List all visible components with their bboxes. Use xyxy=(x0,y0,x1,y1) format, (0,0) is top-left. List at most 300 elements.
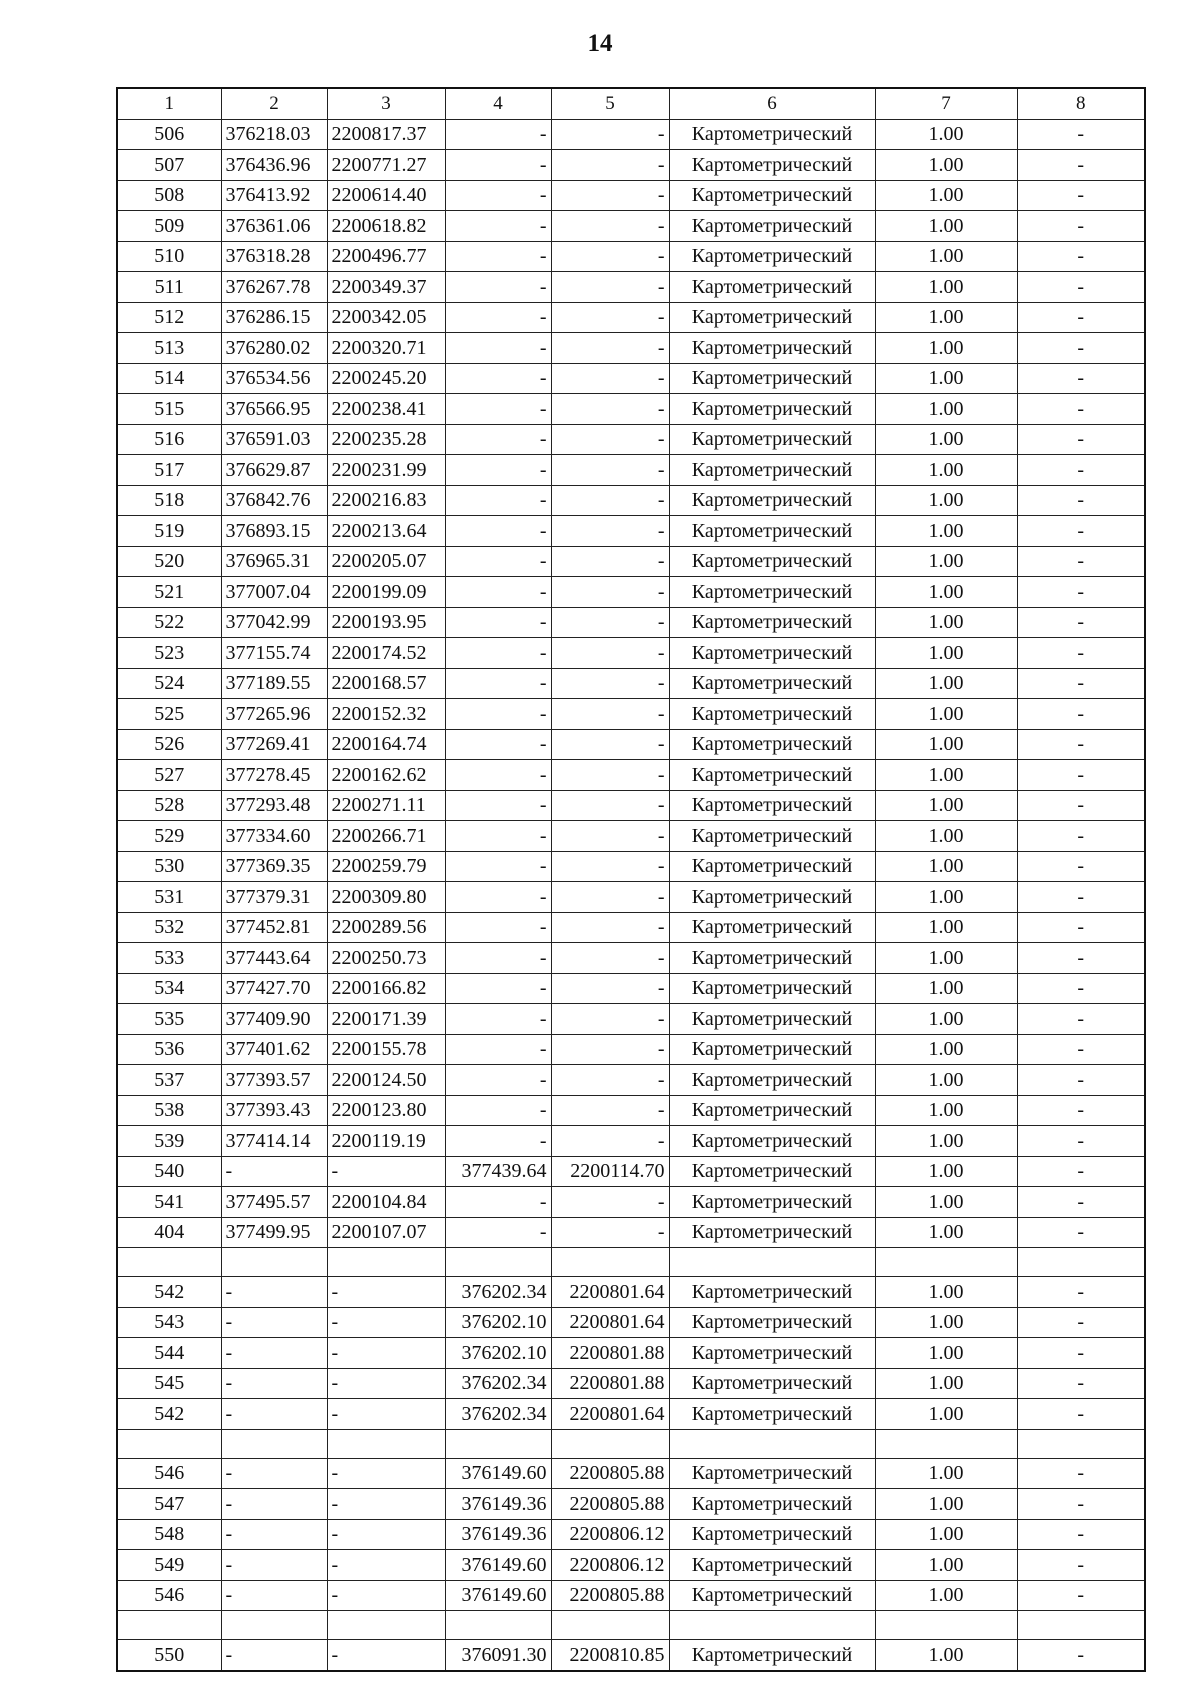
column-header: 6 xyxy=(669,88,875,119)
table-cell: - xyxy=(551,912,669,943)
table-row xyxy=(117,912,1145,943)
table-cell: - xyxy=(327,1399,445,1430)
table-row xyxy=(117,455,1145,486)
table-cell: - xyxy=(1017,1065,1145,1096)
table-cell: 541 xyxy=(117,1187,221,1218)
table-cell: 2200171.39 xyxy=(327,1004,445,1035)
table-cell: - xyxy=(1017,821,1145,852)
table-cell: 1.00 xyxy=(875,1126,1017,1157)
table-cell: Картометрический xyxy=(669,211,875,242)
table-cell: 1.00 xyxy=(875,333,1017,364)
table-row xyxy=(117,1095,1145,1126)
empty-cell xyxy=(875,1248,1017,1277)
table-cell: - xyxy=(1017,790,1145,821)
table-cell: Картометрический xyxy=(669,1399,875,1430)
table-cell: Картометрический xyxy=(669,241,875,272)
table-cell: - xyxy=(1017,638,1145,669)
table-cell: - xyxy=(327,1156,445,1187)
table-cell: 1.00 xyxy=(875,912,1017,943)
table-cell: - xyxy=(445,1187,551,1218)
table-cell: 1.00 xyxy=(875,1489,1017,1520)
table-cell: - xyxy=(1017,1217,1145,1248)
table-cell: 377393.57 xyxy=(221,1065,327,1096)
table-cell: 376413.92 xyxy=(221,180,327,211)
table-cell: 1.00 xyxy=(875,485,1017,516)
empty-cell xyxy=(445,1248,551,1277)
table-cell: - xyxy=(221,1550,327,1581)
table-cell: 550 xyxy=(117,1640,221,1671)
table-cell: Картометрический xyxy=(669,1217,875,1248)
table-cell: 2200805.88 xyxy=(551,1489,669,1520)
table-cell: 1.00 xyxy=(875,882,1017,913)
table-cell: - xyxy=(445,607,551,638)
table-cell: 376149.60 xyxy=(445,1550,551,1581)
column-header: 2 xyxy=(221,88,327,119)
table-cell: 2200235.28 xyxy=(327,424,445,455)
table-cell: Картометрический xyxy=(669,485,875,516)
table-cell: - xyxy=(1017,302,1145,333)
table-cell: - xyxy=(1017,1277,1145,1308)
table-cell: Картометрический xyxy=(669,1640,875,1671)
table-row xyxy=(117,1489,1145,1520)
table-cell: 376202.34 xyxy=(445,1399,551,1430)
table-cell: 508 xyxy=(117,180,221,211)
table-cell: 1.00 xyxy=(875,1519,1017,1550)
table-cell: Картометрический xyxy=(669,1187,875,1218)
column-header: 8 xyxy=(1017,88,1145,119)
table-cell: 376149.60 xyxy=(445,1580,551,1611)
table-row xyxy=(117,943,1145,974)
table-cell: 1.00 xyxy=(875,1338,1017,1369)
table-cell: - xyxy=(327,1519,445,1550)
table-cell: Картометрический xyxy=(669,302,875,333)
table-cell: - xyxy=(327,1458,445,1489)
table-cell: - xyxy=(551,821,669,852)
table-row xyxy=(117,790,1145,821)
table-cell: 526 xyxy=(117,729,221,760)
table-cell: - xyxy=(551,760,669,791)
table-cell: 377401.62 xyxy=(221,1034,327,1065)
empty-cell xyxy=(551,1248,669,1277)
table-cell: 524 xyxy=(117,668,221,699)
table-cell: - xyxy=(221,1338,327,1369)
table-cell: - xyxy=(1017,272,1145,303)
table-cell: Картометрический xyxy=(669,333,875,364)
table-row xyxy=(117,1458,1145,1489)
table-cell: Картометрический xyxy=(669,1156,875,1187)
table-cell: 516 xyxy=(117,424,221,455)
table-cell: - xyxy=(445,668,551,699)
table-cell: - xyxy=(551,272,669,303)
table-row xyxy=(117,638,1145,669)
table-cell: 376566.95 xyxy=(221,394,327,425)
table-cell: - xyxy=(551,577,669,608)
table-row xyxy=(117,1307,1145,1338)
table-cell: 529 xyxy=(117,821,221,852)
table-cell: 377334.60 xyxy=(221,821,327,852)
table-cell: 1.00 xyxy=(875,851,1017,882)
table-cell: - xyxy=(445,1217,551,1248)
table-cell: 1.00 xyxy=(875,241,1017,272)
table-row xyxy=(117,851,1145,882)
table-cell: - xyxy=(1017,180,1145,211)
table-cell: - xyxy=(1017,1095,1145,1126)
table-cell: Картометрический xyxy=(669,546,875,577)
table-cell: - xyxy=(1017,1338,1145,1369)
table-cell: - xyxy=(551,546,669,577)
table-cell: 539 xyxy=(117,1126,221,1157)
table-row xyxy=(117,1187,1145,1218)
table-cell: 1.00 xyxy=(875,1640,1017,1671)
table-cell: - xyxy=(221,1640,327,1671)
table-cell: 1.00 xyxy=(875,394,1017,425)
table-cell: 523 xyxy=(117,638,221,669)
table-cell: 377278.45 xyxy=(221,760,327,791)
separator-row xyxy=(117,1429,1145,1458)
table-cell: 377439.64 xyxy=(445,1156,551,1187)
table-cell: Картометрический xyxy=(669,1095,875,1126)
empty-cell xyxy=(327,1429,445,1458)
table-cell: - xyxy=(1017,760,1145,791)
table-cell: 2200618.82 xyxy=(327,211,445,242)
table-cell: - xyxy=(1017,241,1145,272)
table-cell: 2200119.19 xyxy=(327,1126,445,1157)
table-row xyxy=(117,485,1145,516)
table-cell: Картометрический xyxy=(669,1368,875,1399)
table-cell: - xyxy=(551,150,669,181)
table-cell: - xyxy=(551,516,669,547)
table-cell: 546 xyxy=(117,1580,221,1611)
column-header: 4 xyxy=(445,88,551,119)
empty-cell xyxy=(221,1248,327,1277)
table-row xyxy=(117,1156,1145,1187)
table-cell: 377443.64 xyxy=(221,943,327,974)
table-cell: Картометрический xyxy=(669,1004,875,1035)
table-cell: 2200320.71 xyxy=(327,333,445,364)
table-cell: - xyxy=(1017,455,1145,486)
table-row xyxy=(117,1640,1145,1671)
table-row xyxy=(117,546,1145,577)
table-cell: Картометрический xyxy=(669,1550,875,1581)
table-cell: - xyxy=(551,790,669,821)
table-cell: 376280.02 xyxy=(221,333,327,364)
table-cell: - xyxy=(445,211,551,242)
table-cell: 520 xyxy=(117,546,221,577)
table-cell: 532 xyxy=(117,912,221,943)
table-cell: 528 xyxy=(117,790,221,821)
table-cell: - xyxy=(1017,1640,1145,1671)
table-cell: Картометрический xyxy=(669,790,875,821)
table-cell: - xyxy=(445,180,551,211)
empty-cell xyxy=(221,1611,327,1640)
empty-cell xyxy=(875,1429,1017,1458)
table-row xyxy=(117,516,1145,547)
table-cell: 377414.14 xyxy=(221,1126,327,1157)
table-cell: - xyxy=(445,150,551,181)
table-cell: - xyxy=(551,607,669,638)
table-cell: Картометрический xyxy=(669,455,875,486)
table-cell: 377042.99 xyxy=(221,607,327,638)
table-cell: Картометрический xyxy=(669,943,875,974)
table-cell: 1.00 xyxy=(875,150,1017,181)
table-cell: 1.00 xyxy=(875,973,1017,1004)
table-cell: 2200801.64 xyxy=(551,1399,669,1430)
table-cell: 1.00 xyxy=(875,1217,1017,1248)
table-cell: 376361.06 xyxy=(221,211,327,242)
table-cell: 376202.10 xyxy=(445,1307,551,1338)
table-cell: 2200205.07 xyxy=(327,546,445,577)
table-cell: - xyxy=(445,1095,551,1126)
table-cell: 538 xyxy=(117,1095,221,1126)
table-cell: Картометрический xyxy=(669,1307,875,1338)
table-cell: 376149.36 xyxy=(445,1519,551,1550)
table-cell: - xyxy=(445,1065,551,1096)
table-cell: - xyxy=(445,363,551,394)
table-cell: 534 xyxy=(117,973,221,1004)
table-cell: 2200124.50 xyxy=(327,1065,445,1096)
table-cell: 1.00 xyxy=(875,272,1017,303)
table-cell: - xyxy=(1017,1126,1145,1157)
empty-cell xyxy=(1017,1248,1145,1277)
table-cell: - xyxy=(445,943,551,974)
table-cell: 1.00 xyxy=(875,1399,1017,1430)
table-row xyxy=(117,180,1145,211)
table-cell: 1.00 xyxy=(875,943,1017,974)
table-row xyxy=(117,211,1145,242)
table-cell: - xyxy=(445,821,551,852)
table-cell: - xyxy=(1017,882,1145,913)
table-cell: - xyxy=(551,363,669,394)
table-cell: - xyxy=(445,394,551,425)
table-cell: - xyxy=(551,241,669,272)
table-cell: - xyxy=(551,119,669,150)
table-cell: - xyxy=(327,1368,445,1399)
table-cell: 1.00 xyxy=(875,1458,1017,1489)
table-cell: 376318.28 xyxy=(221,241,327,272)
table-cell: 1.00 xyxy=(875,180,1017,211)
empty-cell xyxy=(551,1429,669,1458)
table-cell: 513 xyxy=(117,333,221,364)
empty-cell xyxy=(327,1611,445,1640)
table-cell: 377379.31 xyxy=(221,882,327,913)
table-cell: 1.00 xyxy=(875,1307,1017,1338)
table-cell: 377269.41 xyxy=(221,729,327,760)
empty-cell xyxy=(327,1248,445,1277)
table-row xyxy=(117,1580,1145,1611)
table-cell: - xyxy=(551,424,669,455)
table-cell: 542 xyxy=(117,1399,221,1430)
table-cell: - xyxy=(1017,1156,1145,1187)
table-cell: Картометрический xyxy=(669,119,875,150)
empty-cell xyxy=(445,1429,551,1458)
table-cell: - xyxy=(551,729,669,760)
table-cell: 522 xyxy=(117,607,221,638)
table-cell: - xyxy=(445,577,551,608)
table-row xyxy=(117,1399,1145,1430)
table-cell: - xyxy=(551,1034,669,1065)
table-cell: Картометрический xyxy=(669,1458,875,1489)
table-cell: - xyxy=(1017,1580,1145,1611)
table-cell: 1.00 xyxy=(875,638,1017,669)
table-row xyxy=(117,424,1145,455)
empty-cell xyxy=(1017,1429,1145,1458)
table-cell: - xyxy=(1017,1550,1145,1581)
table-cell: 2200271.11 xyxy=(327,790,445,821)
table-cell: - xyxy=(445,790,551,821)
header-row xyxy=(117,88,1145,119)
empty-cell xyxy=(221,1429,327,1458)
table-cell: Картометрический xyxy=(669,882,875,913)
table-cell: Картометрический xyxy=(669,821,875,852)
table-cell: - xyxy=(445,424,551,455)
table-cell: 376965.31 xyxy=(221,546,327,577)
table-cell: Картометрический xyxy=(669,1034,875,1065)
table-cell: 521 xyxy=(117,577,221,608)
table-cell: 377265.96 xyxy=(221,699,327,730)
table-cell: 377495.57 xyxy=(221,1187,327,1218)
table-cell: 2200289.56 xyxy=(327,912,445,943)
table-row xyxy=(117,150,1145,181)
table-cell: 2200162.62 xyxy=(327,760,445,791)
table-cell: - xyxy=(1017,1004,1145,1035)
table-cell: 1.00 xyxy=(875,699,1017,730)
table-cell: 544 xyxy=(117,1338,221,1369)
table-cell: - xyxy=(445,516,551,547)
table-cell: - xyxy=(551,455,669,486)
table-cell: 535 xyxy=(117,1004,221,1035)
table-cell: 2200810.85 xyxy=(551,1640,669,1671)
table-cell: - xyxy=(1017,424,1145,455)
table-cell: - xyxy=(1017,1489,1145,1520)
table-cell: 518 xyxy=(117,485,221,516)
table-row xyxy=(117,607,1145,638)
table-cell: - xyxy=(551,1187,669,1218)
table-cell: - xyxy=(1017,546,1145,577)
table-cell: 376202.34 xyxy=(445,1277,551,1308)
table-cell: - xyxy=(221,1156,327,1187)
table-cell: Картометрический xyxy=(669,1519,875,1550)
table-cell: 2200213.64 xyxy=(327,516,445,547)
table-row xyxy=(117,1034,1145,1065)
table-cell: 376436.96 xyxy=(221,150,327,181)
table-cell: 1.00 xyxy=(875,1156,1017,1187)
table-cell: - xyxy=(445,1126,551,1157)
table-row xyxy=(117,760,1145,791)
table-cell: 2200614.40 xyxy=(327,180,445,211)
empty-cell xyxy=(1017,1611,1145,1640)
table-cell: - xyxy=(445,638,551,669)
table-cell: - xyxy=(551,638,669,669)
table-cell: 2200806.12 xyxy=(551,1519,669,1550)
table-cell: 549 xyxy=(117,1550,221,1581)
table-cell: - xyxy=(327,1277,445,1308)
table-cell: - xyxy=(1017,1519,1145,1550)
table-cell: Картометрический xyxy=(669,699,875,730)
table-row xyxy=(117,577,1145,608)
table-cell: 1.00 xyxy=(875,516,1017,547)
table-cell: - xyxy=(445,699,551,730)
table-cell: - xyxy=(1017,150,1145,181)
column-header: 7 xyxy=(875,88,1017,119)
table-cell: - xyxy=(551,699,669,730)
table-cell: 1.00 xyxy=(875,1550,1017,1581)
table-cell: 1.00 xyxy=(875,1580,1017,1611)
table-cell: 377452.81 xyxy=(221,912,327,943)
table-cell: 2200164.74 xyxy=(327,729,445,760)
table-cell: 1.00 xyxy=(875,1065,1017,1096)
table-cell: 546 xyxy=(117,1458,221,1489)
table-cell: 533 xyxy=(117,943,221,974)
table-cell: - xyxy=(327,1338,445,1369)
table-cell: 517 xyxy=(117,455,221,486)
table-cell: 1.00 xyxy=(875,302,1017,333)
table-cell: Картометрический xyxy=(669,394,875,425)
table-cell: Картометрический xyxy=(669,1277,875,1308)
table-cell: - xyxy=(221,1580,327,1611)
table-cell: - xyxy=(551,1095,669,1126)
table-cell: - xyxy=(1017,1458,1145,1489)
table-cell: 511 xyxy=(117,272,221,303)
table-cell: 509 xyxy=(117,211,221,242)
table-cell: - xyxy=(551,1217,669,1248)
table-cell: 2200193.95 xyxy=(327,607,445,638)
table-cell: - xyxy=(445,912,551,943)
table-cell: 376842.76 xyxy=(221,485,327,516)
table-cell: - xyxy=(1017,1399,1145,1430)
table-cell: Картометрический xyxy=(669,912,875,943)
table-cell: 377427.70 xyxy=(221,973,327,1004)
table-cell: 1.00 xyxy=(875,455,1017,486)
table-cell: 377393.43 xyxy=(221,1095,327,1126)
table-cell: 545 xyxy=(117,1368,221,1399)
table-cell: - xyxy=(1017,577,1145,608)
table-cell: 1.00 xyxy=(875,1277,1017,1308)
table-row xyxy=(117,119,1145,150)
empty-cell xyxy=(875,1611,1017,1640)
table-cell: 1.00 xyxy=(875,607,1017,638)
table-row xyxy=(117,821,1145,852)
table-cell: 2200166.82 xyxy=(327,973,445,1004)
table-cell: 376202.34 xyxy=(445,1368,551,1399)
table-cell: - xyxy=(445,546,551,577)
table-cell: Картометрический xyxy=(669,760,875,791)
empty-cell xyxy=(445,1611,551,1640)
table-cell: 2200168.57 xyxy=(327,668,445,699)
table-cell: 2200250.73 xyxy=(327,943,445,974)
table-cell: - xyxy=(1017,973,1145,1004)
table-cell: 2200801.64 xyxy=(551,1277,669,1308)
table-row xyxy=(117,729,1145,760)
table-cell: Картометрический xyxy=(669,180,875,211)
table-cell: Картометрический xyxy=(669,729,875,760)
table-cell: 2200114.70 xyxy=(551,1156,669,1187)
table-cell: - xyxy=(221,1277,327,1308)
table-cell: - xyxy=(445,455,551,486)
table-cell: 2200806.12 xyxy=(551,1550,669,1581)
empty-cell xyxy=(669,1248,875,1277)
table-cell: 377155.74 xyxy=(221,638,327,669)
table-cell: 514 xyxy=(117,363,221,394)
table-cell: 542 xyxy=(117,1277,221,1308)
table-row xyxy=(117,1217,1145,1248)
table-cell: - xyxy=(221,1458,327,1489)
table-cell: Картометрический xyxy=(669,272,875,303)
table-cell: 2200155.78 xyxy=(327,1034,445,1065)
table-cell: 1.00 xyxy=(875,760,1017,791)
table-cell: - xyxy=(445,1004,551,1035)
table-cell: 2200805.88 xyxy=(551,1580,669,1611)
table-row xyxy=(117,1004,1145,1035)
